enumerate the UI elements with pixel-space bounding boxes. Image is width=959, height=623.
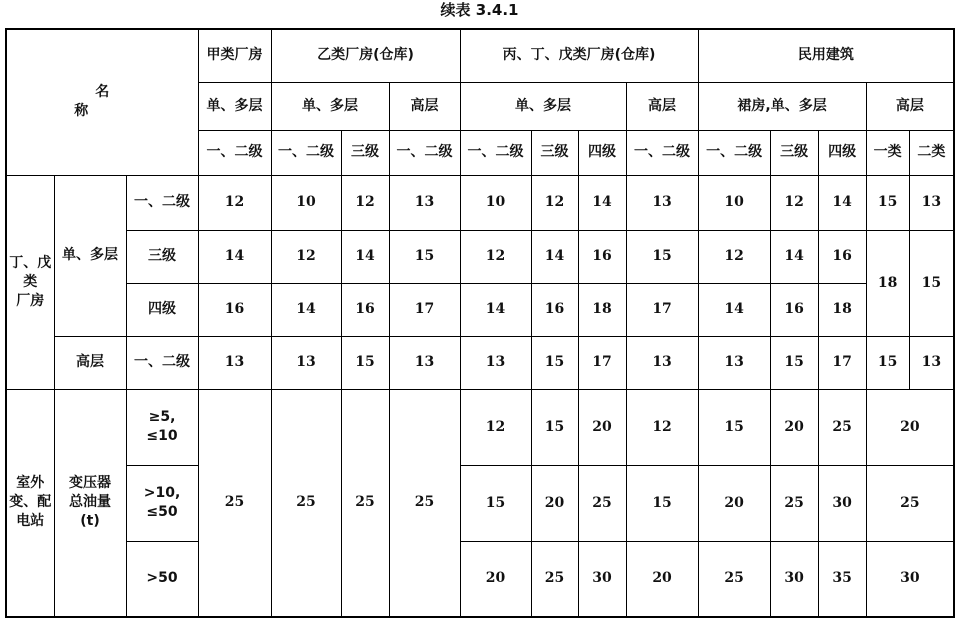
table-cell: 20 — [770, 389, 818, 465]
table-cell: 15 — [626, 465, 698, 541]
table-cell: 14 — [531, 230, 578, 283]
table-cell: 14 — [818, 175, 866, 230]
merged-cell: 18 — [866, 230, 909, 336]
table-cell: 13 — [626, 336, 698, 389]
header-row-groups — [6, 29, 954, 82]
table-cell: 17 — [389, 283, 460, 336]
merged-cell: 25 — [271, 389, 341, 617]
table-cell: 15 — [531, 389, 578, 465]
table-cell: 12 — [698, 230, 770, 283]
row-grade-label: 四级 — [126, 283, 198, 336]
table-cell: 16 — [198, 283, 271, 336]
table-cell: 17 — [818, 336, 866, 389]
table-row — [6, 283, 954, 336]
table-cell: 20 — [698, 465, 770, 541]
merged-cell: 25 — [341, 389, 389, 617]
col-group-yi: 乙类厂房(仓库) — [271, 29, 460, 82]
table-cell: 16 — [578, 230, 626, 283]
grade-header: 二类 — [909, 130, 954, 175]
table-cell: 16 — [818, 230, 866, 283]
table-cell: 14 — [698, 283, 770, 336]
table-row — [6, 230, 954, 283]
table-row — [6, 175, 954, 230]
col-group-jia: 甲类厂房 — [198, 29, 271, 82]
merged-cell: 25 — [198, 389, 271, 617]
row-subgroup-label: 单、多层 — [54, 175, 126, 336]
table-cell: 20 — [460, 541, 531, 617]
table-cell: 15 — [460, 465, 531, 541]
table-cell: 12 — [770, 175, 818, 230]
table-cell: 20 — [626, 541, 698, 617]
grade-header: 一、二级 — [271, 130, 341, 175]
table-cell: 12 — [341, 175, 389, 230]
table-cell: 12 — [531, 175, 578, 230]
sub-civil-high: 高层 — [866, 82, 954, 130]
row-group-label: 丁、戊 类 厂房 — [6, 175, 54, 389]
table-cell: 12 — [271, 230, 341, 283]
row-group-label: 室外 变、配 电站 — [6, 389, 54, 617]
table-cell: 25 — [578, 465, 626, 541]
table-cell: 13 — [198, 336, 271, 389]
table-cell: 30 — [818, 465, 866, 541]
table-cell: 18 — [818, 283, 866, 336]
table-cell: 17 — [578, 336, 626, 389]
row-range-label: >10, ≤50 — [126, 465, 198, 541]
table-cell: 15 — [531, 336, 578, 389]
table-cell: 16 — [531, 283, 578, 336]
table-cell: 25 — [698, 541, 770, 617]
row-subgroup-label: 高层 — [54, 336, 126, 389]
grade-header: 四级 — [818, 130, 866, 175]
table-cell: 20 — [578, 389, 626, 465]
table-row — [6, 541, 954, 617]
table-cell: 15 — [389, 230, 460, 283]
table-cell: 35 — [818, 541, 866, 617]
table-cell: 14 — [578, 175, 626, 230]
table-cell: 15 — [698, 389, 770, 465]
table-row — [6, 389, 954, 465]
grade-header: 一、二级 — [389, 130, 460, 175]
row-grade-label: 一、二级 — [126, 336, 198, 389]
table-cell: 20 — [531, 465, 578, 541]
table-cell: 13 — [460, 336, 531, 389]
table-cell: 13 — [698, 336, 770, 389]
table-cell: 15 — [866, 175, 909, 230]
merged-cell: 25 — [389, 389, 460, 617]
table-cell: 25 — [866, 465, 954, 541]
table-cell: 15 — [866, 336, 909, 389]
table-cell: 12 — [460, 230, 531, 283]
name-header: 名 称 — [6, 29, 198, 175]
grade-header: 一、二级 — [198, 130, 271, 175]
grade-header: 一、二级 — [626, 130, 698, 175]
table-cell: 12 — [198, 175, 271, 230]
row-range-label: >50 — [126, 541, 198, 617]
distance-table — [5, 28, 955, 618]
table-cell: 30 — [578, 541, 626, 617]
table-cell: 17 — [626, 283, 698, 336]
table-cell: 10 — [271, 175, 341, 230]
table-cell: 15 — [341, 336, 389, 389]
table-cell: 15 — [626, 230, 698, 283]
table-cell: 25 — [531, 541, 578, 617]
sub-civil-podium: 裙房,单、多层 — [698, 82, 866, 130]
table-cell: 12 — [460, 389, 531, 465]
table-cell: 13 — [909, 175, 954, 230]
table-cell: 25 — [818, 389, 866, 465]
col-group-bing: 丙、丁、戊类厂房(仓库) — [460, 29, 698, 82]
table-cell: 14 — [198, 230, 271, 283]
merged-cell: 15 — [909, 230, 954, 336]
table-cell: 13 — [626, 175, 698, 230]
table-cell: 20 — [866, 389, 954, 465]
table-cell: 15 — [770, 336, 818, 389]
table-cell: 14 — [770, 230, 818, 283]
sub-jia-multi: 单、多层 — [198, 82, 271, 130]
grade-header: 一、二级 — [698, 130, 770, 175]
table-cell: 16 — [770, 283, 818, 336]
table-cell: 13 — [909, 336, 954, 389]
grade-header: 三级 — [531, 130, 578, 175]
table-cell: 30 — [770, 541, 818, 617]
table-cell: 13 — [271, 336, 341, 389]
table-row — [6, 336, 954, 389]
sub-bing-high: 高层 — [626, 82, 698, 130]
row-subgroup-label: 变压器 总油量 (t) — [54, 389, 126, 617]
col-group-civil: 民用建筑 — [698, 29, 954, 82]
sub-bing-multi: 单、多层 — [460, 82, 626, 130]
table-cell: 10 — [460, 175, 531, 230]
row-range-label: ≥5, ≤10 — [126, 389, 198, 465]
grade-header: 三级 — [341, 130, 389, 175]
table-cell: 18 — [578, 283, 626, 336]
table-cell: 30 — [866, 541, 954, 617]
table-row — [6, 465, 954, 541]
table-cell: 16 — [341, 283, 389, 336]
row-grade-label: 一、二级 — [126, 175, 198, 230]
grade-header: 一、二级 — [460, 130, 531, 175]
grade-header: 三级 — [770, 130, 818, 175]
sub-yi-multi: 单、多层 — [271, 82, 389, 130]
grade-header: 四级 — [578, 130, 626, 175]
table-cell: 14 — [271, 283, 341, 336]
sub-yi-high: 高层 — [389, 82, 460, 130]
table-cell: 12 — [626, 389, 698, 465]
table-cell: 13 — [389, 175, 460, 230]
table-caption: 续表 3.4.1 — [440, 1, 519, 19]
table-cell: 14 — [341, 230, 389, 283]
table-cell: 14 — [460, 283, 531, 336]
table-cell: 10 — [698, 175, 770, 230]
row-grade-label: 三级 — [126, 230, 198, 283]
table-cell: 13 — [389, 336, 460, 389]
table-cell: 25 — [770, 465, 818, 541]
grade-header: 一类 — [866, 130, 909, 175]
